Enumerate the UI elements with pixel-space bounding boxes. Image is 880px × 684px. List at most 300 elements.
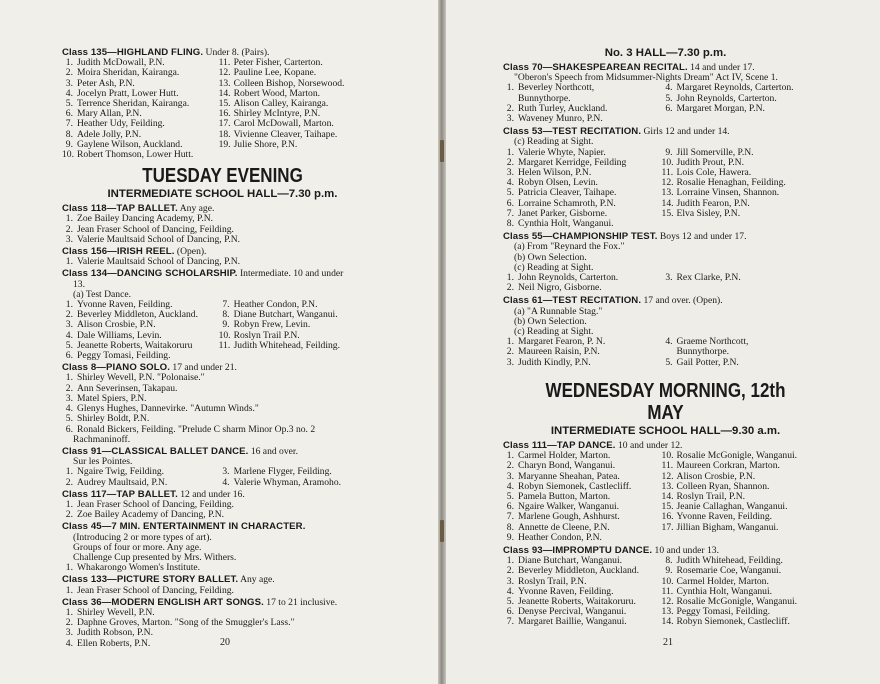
entry-name: Waveney Munro, P.N. — [518, 113, 603, 125]
entry — [662, 209, 828, 219]
entry-columns — [503, 337, 828, 368]
entry-number: 11. — [661, 585, 674, 597]
entry-number: 11. — [661, 167, 674, 179]
entry-name: Jean Fraser School of Dancing, Feilding. — [77, 584, 234, 596]
class-note: Any age. — [240, 574, 275, 586]
entry-number: 13. — [661, 606, 674, 618]
entry-name: Ellen Roberts, P.N. — [77, 637, 151, 649]
entry-number: 2. — [506, 156, 514, 168]
entry-name: Terrence Sheridan, Kairanga. — [77, 98, 190, 110]
entry-columns — [503, 556, 828, 627]
entry-name: Helen Wilson, P.N. — [518, 167, 592, 179]
class-title: Class 156—IRISH REEL. — [62, 246, 175, 258]
entry — [219, 478, 383, 488]
entry-number: 1. — [65, 299, 73, 311]
entry — [503, 533, 662, 543]
entry-name: Gail Potter, P.N. — [676, 356, 739, 368]
entry-number: 3. — [65, 392, 73, 404]
entry-number: 9. — [665, 565, 673, 577]
entry-number: 1. — [65, 256, 73, 268]
entry-number: 4. — [665, 336, 673, 348]
class-block — [503, 546, 828, 628]
entry-number: 13. — [661, 187, 674, 199]
class-header — [62, 269, 383, 279]
entry-name: Valerie Maultsaid School of Dancing, P.N. — [77, 256, 241, 268]
entry-number: 2. — [506, 282, 514, 294]
entry-name: Margaret Morgan, P.N. — [676, 102, 765, 114]
entry-number: 13. — [661, 480, 674, 492]
entry-name: Adele Jolly, P.N. — [77, 128, 142, 140]
entry-number: 11. — [218, 57, 231, 69]
entry-name: Maureen Raisin, P.N. — [518, 346, 600, 358]
entry — [62, 414, 383, 424]
entry-name: Shirley Boldt, P.N. — [77, 413, 150, 425]
entry-name: Colleen Ryan, Shannon. — [676, 480, 770, 492]
entry-number: 1. — [65, 584, 73, 596]
entry-number: 4. — [506, 177, 514, 189]
class-detail: (a) "A Runnable Stag." — [514, 305, 603, 317]
class-note: 17 and under 21. — [172, 362, 237, 374]
entry-number: 2. — [65, 309, 73, 321]
entry-name: Ronald Bickers, Feilding. "Prelude C sharm Minor Op.3 no. 2 — [77, 423, 316, 435]
entry-name: Diane Butchart, Wanganui. — [518, 555, 623, 567]
class-note: 16 and over. — [250, 445, 298, 457]
entry-number: 6. — [65, 108, 73, 120]
entry-number: 9. — [222, 319, 230, 331]
entry-name: Patricia Cleaver, Taihape. — [518, 187, 617, 199]
entry-name: Bunnythorpe. — [676, 346, 730, 358]
class-block — [62, 522, 383, 573]
entry-column — [662, 273, 828, 293]
entry-number: 8. — [665, 555, 673, 567]
entry-number: 1. — [506, 146, 514, 158]
entry-name: Rosalie McGonigle, Wanganui. — [676, 595, 798, 607]
entry-number: 14. — [661, 197, 674, 209]
class-title: Class 91—CLASSICAL BALLET DANCE. — [62, 445, 249, 457]
entry-column — [503, 148, 662, 230]
class-block — [503, 296, 828, 367]
entry-number: 2. — [65, 509, 73, 521]
entry-number: 16. — [661, 511, 674, 523]
entry-number: 6. — [65, 423, 73, 435]
class-block — [503, 441, 828, 543]
entry-number: 8. — [506, 521, 514, 533]
entry-name: Carol McDowall, Marton. — [233, 118, 334, 130]
entry-name: Jocelyn Pratt, Lower Hutt. — [77, 87, 179, 99]
entry-number: 3. — [506, 470, 514, 482]
class-detail: (a) From "Reynard the Fox." — [514, 241, 625, 253]
entry-name: Diane Butchart, Wanganui. — [233, 309, 338, 321]
entry-name: Margaret Reynolds, Carterton. — [676, 82, 794, 94]
entry-number: 1. — [65, 466, 73, 478]
entry-columns — [62, 58, 383, 160]
entry-number: 15. — [661, 501, 674, 513]
entry-number: 2. — [65, 617, 73, 629]
class-block — [62, 490, 383, 521]
entry-name: Audrey Maultsaid, P.N. — [77, 476, 168, 488]
entry-name: Ngaire Walker, Wanganui. — [518, 501, 620, 513]
entry-name: Shirley Wevell, P.N. — [77, 606, 155, 618]
entry-column — [62, 58, 219, 160]
entry-name: Colleen Bishop, Norsewood. — [233, 77, 345, 89]
entry — [219, 341, 383, 351]
entry-number: 3. — [65, 233, 73, 245]
class-block — [62, 48, 383, 160]
entry-number: 17. — [218, 118, 231, 130]
entry-name: Roslyn Trail P.N. — [233, 329, 300, 341]
entry-number: 5. — [506, 187, 514, 199]
entry-columns — [62, 300, 383, 361]
entry-name: Robyn Olsen, Levin. — [518, 177, 598, 189]
entry-number: 7. — [222, 299, 230, 311]
entry-number: 12. — [218, 67, 231, 79]
entry-name: Robert Thomson, Lower Hutt. — [77, 149, 194, 161]
entry-number: 3. — [665, 272, 673, 284]
class-block — [62, 363, 383, 445]
entry-number: 1. — [65, 213, 73, 225]
entry-number: 2. — [65, 223, 73, 235]
class-title: Class 135—HIGHLAND FLING. — [62, 47, 204, 58]
session-title: WEDNESDAY MORNING, 12th MAY — [545, 379, 786, 424]
entry-number: 4. — [506, 585, 514, 597]
entry-name: Margaret Kerridge, Feilding — [518, 156, 627, 168]
entry-number: 9. — [506, 531, 514, 543]
entry-name: Whakarongo Women's Institute. — [77, 562, 201, 574]
entry-number: 7. — [506, 616, 514, 628]
entry-number: 2. — [65, 476, 73, 488]
entry-name: Glenys Hughes, Dannevirke. "Autumn Winds." — [77, 403, 259, 415]
entry-name: Alison Crosbie, P.N. — [676, 470, 756, 482]
entry — [62, 351, 219, 361]
entry-number: 6. — [665, 102, 673, 114]
book-spine — [438, 0, 446, 684]
entry-name: Annette de Cleene, P.N. — [518, 521, 610, 533]
entry-number: 8. — [222, 309, 230, 321]
entry-number: 3. — [506, 356, 514, 368]
page-number: 21 — [663, 637, 673, 648]
entry — [62, 467, 219, 477]
entry-number: 2. — [506, 102, 514, 114]
class-title: Class 134—DANCING SCHOLARSHIP. — [62, 268, 238, 280]
class-note: 10 and under 13. — [654, 544, 719, 556]
entry-name: Mary Allan, P.N. — [77, 108, 142, 120]
entry — [503, 461, 662, 471]
entry-number: 4. — [65, 329, 73, 341]
entry-name: Robert Wood, Marton. — [233, 87, 321, 99]
entry-number: 12. — [661, 177, 674, 189]
entry-column — [503, 337, 662, 368]
class-title: Class 45—7 MIN. ENTERTAINMENT IN CHARACTER. — [62, 521, 306, 533]
entry-name: Yvonne Raven, Feilding. — [77, 299, 173, 311]
class-block — [503, 232, 828, 293]
entry-name: Jean Fraser School of Dancing, Feilding. — [77, 498, 234, 510]
entry-name: Shirley Wevell, P.N. "Polonaise." — [77, 372, 205, 384]
entry-column — [662, 556, 828, 627]
class-title: Class 8—PIANO SOLO. — [62, 362, 170, 374]
entry-name: Valerie Maultsaid School of Dancing, P.N. — [77, 233, 241, 245]
entry-number: 5. — [665, 356, 673, 368]
entry-number: 12. — [661, 595, 674, 607]
entry-name: Lorraine Vinsen, Shannon. — [676, 187, 780, 199]
entry-name: Shirley McIntyre, P.N. — [233, 108, 321, 120]
entry-number: 5. — [506, 595, 514, 607]
entry-number: 3. — [506, 575, 514, 587]
entry-name: Margaret Baillie, Wanganui. — [518, 616, 627, 628]
entry-number: 4. — [506, 480, 514, 492]
entry-name: Roslyn Trail, P.N. — [676, 490, 746, 502]
entry-columns — [503, 273, 828, 293]
entry-name: Gaylene Wilson, Auckland. — [77, 138, 183, 150]
entry-name: Jill Somerville, P.N. — [676, 146, 754, 158]
entry-column — [503, 451, 662, 543]
entry-column — [503, 556, 662, 627]
entry-name: Jeanette Roberts, Waitakoruru. — [518, 595, 636, 607]
class-title: Class 61—TEST RECITATION. — [503, 295, 642, 307]
entry-name: Cynthia Holt, Wanganui. — [676, 585, 773, 597]
entry-number: 2. — [506, 346, 514, 358]
entry-name: Rosemarie Coe, Wanganui. — [676, 565, 782, 577]
entry-name: Matel Spiers, P.N. — [77, 392, 147, 404]
entry-number: 10. — [218, 329, 231, 341]
entry-name: Alison Calley, Kairanga. — [233, 98, 329, 110]
class-note: Under 8. (Pairs). — [205, 47, 270, 58]
entry-name: Heather Udy, Feilding. — [77, 118, 165, 130]
entry-number: 10. — [661, 575, 674, 587]
entry — [662, 617, 828, 627]
class-block — [62, 247, 383, 267]
entry-name: Rosalie Henaghan, Feilding. — [676, 177, 786, 189]
entry-number: 3. — [65, 627, 73, 639]
entry-number: 1. — [506, 555, 514, 567]
entry-number: 11. — [661, 460, 674, 472]
class-note: 17 to 21 inclusive. — [266, 596, 338, 608]
class-header — [62, 522, 383, 532]
entry-name: John Reynolds, Carterton. — [518, 272, 619, 284]
class-detail: (c) Reading at Sight. — [514, 136, 594, 148]
entry-column — [662, 337, 828, 368]
entry-name: Charyn Bond, Wanganui. — [518, 460, 616, 472]
entry-name: Pauline Lee, Kopane. — [233, 67, 317, 79]
entry-name: Ann Severinsen, Takapau. — [77, 382, 178, 394]
class-detail: "Oberon's Speech from Midsummer-Nights Dream" Act IV, Scene 1. — [514, 72, 778, 84]
entry-number: 1. — [506, 450, 514, 462]
class-title: Class 111—TAP DANCE. — [503, 439, 616, 451]
entry-name: Maryanne Sheahan, Patea. — [518, 470, 620, 482]
entry — [662, 358, 828, 368]
class-note: 12 and under 16. — [180, 488, 245, 500]
entry-column — [503, 83, 662, 124]
entry-name: Heather Condon, P.N. — [233, 299, 318, 311]
entry-number: 5. — [65, 413, 73, 425]
entry — [62, 257, 383, 267]
entry — [503, 114, 662, 124]
entry-name: Janet Parker, Gisborne. — [518, 207, 608, 219]
class-detail: (Introducing 2 or more types of art). — [73, 531, 212, 543]
entry — [662, 104, 828, 114]
class-note: 17 and over. (Open). — [643, 295, 723, 307]
entry-name: Ruth Turley, Auckland. — [518, 102, 608, 114]
entry-name: Peggy Tomasi, Feilding. — [77, 350, 171, 362]
entry-number: 1. — [65, 498, 73, 510]
entry-columns — [503, 451, 828, 543]
class-note: Girls 12 and under 14. — [643, 126, 730, 138]
entry-name: Judith McDowall, P.N. — [77, 57, 165, 69]
entry-name: Jeanie Callaghan, Wanganui. — [676, 501, 788, 513]
class-detail: (c) Reading at Sight. — [514, 326, 594, 338]
entry — [62, 586, 383, 596]
class-title: Class 93—IMPROMPTU DANCE. — [503, 544, 653, 556]
entry-number: 5. — [65, 339, 73, 351]
entry-number: 19. — [218, 138, 231, 150]
session-title: TUESDAY EVENING — [142, 165, 303, 188]
entry — [62, 150, 219, 160]
class-block — [62, 204, 383, 245]
entry-number: 5. — [65, 98, 73, 110]
entry-column — [662, 148, 828, 230]
class-detail: Rachmaninoff. — [73, 433, 131, 445]
class-title: Class 117—TAP BALLET. — [62, 488, 178, 500]
entry-number: 4. — [65, 87, 73, 99]
class-detail: Challenge Cup presented by Mrs. Withers. — [73, 551, 237, 563]
entry-name: John Reynolds, Carterton. — [676, 92, 777, 104]
class-block — [503, 63, 828, 124]
class-detail: (a) Test Dance. — [73, 288, 132, 300]
entry-number: 15. — [661, 207, 674, 219]
entry-number: 6. — [506, 501, 514, 513]
entry-columns — [503, 148, 828, 230]
entry-column — [662, 83, 828, 124]
entry — [503, 219, 662, 229]
entry-number: 2. — [506, 565, 514, 577]
entry-number: 4. — [665, 82, 673, 94]
entry-name: Bunnythorpe. — [518, 92, 571, 104]
entry-name: Robyn Siemonek, Castlecliff. — [518, 480, 632, 492]
entry — [662, 461, 828, 471]
entry-name: Neil Nigro, Gisborne. — [518, 282, 602, 294]
entry-number: 17. — [661, 521, 674, 533]
venue-title: INTERMEDIATE SCHOOL HALL—7.30 p.m. — [107, 188, 338, 201]
entry-number: 3. — [506, 167, 514, 179]
entry-column — [219, 467, 383, 487]
entry-number: 12. — [661, 470, 674, 482]
entry-number: 7. — [506, 511, 514, 523]
entry-number: 6. — [506, 606, 514, 618]
entry-name: Judith Whitehead, Feilding. — [233, 339, 340, 351]
entry-name: Jeanette Roberts, Waitakoruru — [77, 339, 193, 351]
entry-number: 1. — [65, 562, 73, 574]
class-block — [503, 127, 828, 229]
class-note: Boys 12 and under 17. — [659, 231, 747, 243]
entry — [503, 617, 662, 627]
entry-name: Dale Williams, Levin. — [77, 329, 162, 341]
entry-name: Carmel Holder, Marton. — [676, 575, 769, 587]
entry-name: Valerie Whyte, Napier. — [518, 146, 606, 158]
entry — [662, 273, 828, 283]
entry — [62, 478, 219, 488]
entry-name: Roslyn Trail, P.N. — [518, 575, 587, 587]
entry-name: Elva Sisley, P.N. — [676, 207, 741, 219]
entry-number: 1. — [65, 372, 73, 384]
entry — [503, 566, 662, 576]
entry-name: Yvonne Raven, Feilding. — [518, 585, 614, 597]
entry-name: Julie Shore, P.N. — [233, 138, 298, 150]
entry-number: 3. — [506, 113, 514, 125]
entry-number: 14. — [661, 616, 674, 628]
entry-name: Zoe Bailey Academy of Dancing, P.N. — [77, 509, 225, 521]
entry — [662, 523, 828, 533]
entry-name: Vivienne Cleaver, Taihape. — [233, 128, 338, 140]
entry-name: Zoe Bailey Dancing Academy, P.N. — [77, 213, 214, 225]
entry-number: 14. — [218, 87, 231, 99]
entry-columns — [62, 467, 383, 487]
entry-column — [503, 273, 662, 293]
right-page — [441, 0, 880, 684]
entry-name: Graeme Northcott, — [676, 336, 749, 348]
entry-number: 4. — [222, 476, 230, 488]
class-detail: (b) Own Selection. — [514, 251, 587, 263]
entry-number: 6. — [506, 197, 514, 209]
entry-name: Peter Fisher, Carterton. — [233, 57, 323, 69]
entry-name: Valerie Whyman, Aramoho. — [233, 476, 342, 488]
entry-number: 3. — [222, 466, 230, 478]
class-note: 10 and under 12. — [617, 439, 683, 451]
entry-name: Judith Prout, P.N. — [676, 156, 744, 168]
entry-name: Daphne Groves, Marton. "Song of the Smuggler's Lass." — [77, 617, 295, 629]
entry-number: 1. — [506, 272, 514, 284]
entry-number: 10. — [661, 156, 674, 168]
entry-number: 18. — [218, 128, 231, 140]
staple-bottom — [440, 520, 444, 542]
class-detail: Groups of four or more. Any age. — [73, 541, 202, 553]
entry-name: Jillian Bigham, Wanganui. — [676, 521, 779, 533]
entry — [62, 563, 383, 573]
entry-name: Pamela Button, Marton. — [518, 490, 611, 502]
class-title: Class 133—PICTURE STORY BALLET. — [62, 574, 239, 586]
entry-name: Marlene Gough, Ashhurst. — [518, 511, 620, 523]
entry-columns — [503, 83, 828, 124]
entry — [219, 467, 383, 477]
entry-number: 2. — [65, 382, 73, 394]
class-note: (Open). — [176, 246, 207, 258]
entry-number: 14. — [661, 490, 674, 502]
entry-number: 8. — [506, 218, 514, 230]
entry-number: 6. — [65, 350, 73, 362]
entry-name: Judith Robson, P.N. — [77, 627, 153, 639]
class-detail: (c) Reading at Sight. — [514, 261, 594, 273]
entry-number: 15. — [218, 98, 231, 110]
page-number: 20 — [220, 637, 230, 648]
entry-name: Robyn Frew, Levin. — [233, 319, 311, 331]
entry-column — [662, 451, 828, 543]
entry-column — [219, 58, 383, 160]
entry-name: Lorraine Schamroth, P.N. — [518, 197, 616, 209]
entry-number: 10. — [661, 450, 674, 462]
class-title: Class 70—SHAKESPEAREAN RECITAL. — [503, 62, 688, 73]
entry-column — [62, 467, 219, 487]
entry-number: 3. — [65, 77, 73, 89]
entry-number: 5. — [506, 490, 514, 502]
entry-name: Marlene Flyger, Feilding. — [233, 466, 332, 478]
entry-name: Alison Crosbie, P.N. — [77, 319, 156, 331]
class-title: Class 53—TEST RECITATION. — [503, 126, 642, 138]
entry-number: 1. — [506, 82, 514, 94]
class-note: Any age. — [179, 203, 215, 215]
entry-number: 2. — [65, 67, 73, 79]
class-block — [62, 447, 383, 488]
entry-number: 10. — [62, 149, 74, 161]
entry-number: 1. — [506, 336, 514, 348]
entry-name: Margaret Fearon, P. N. — [518, 336, 606, 348]
